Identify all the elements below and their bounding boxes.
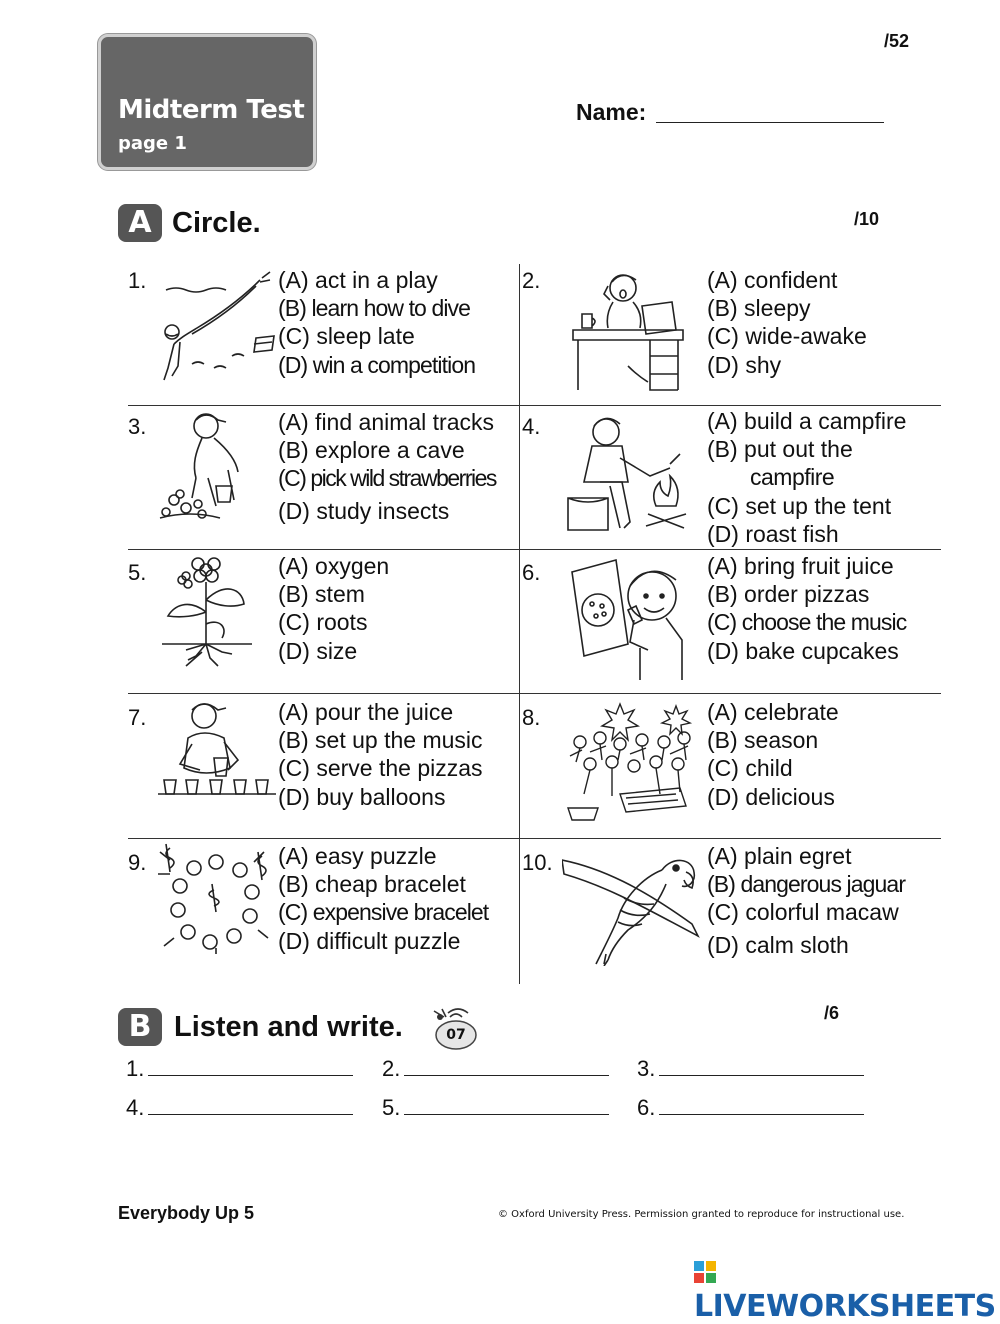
blank-number: 6. xyxy=(637,1095,656,1120)
option-c[interactable]: (C) pick wild strawberries xyxy=(278,465,496,492)
section-b-badge: B xyxy=(118,1008,162,1046)
option-a[interactable]: (A) oxygen xyxy=(278,553,390,579)
option-d[interactable]: (D) roast fish xyxy=(707,520,839,547)
row-divider xyxy=(128,693,941,694)
blank-number: 4. xyxy=(126,1095,145,1120)
option-c[interactable]: (C) wide-awake xyxy=(707,323,867,350)
campfire-scout-icon xyxy=(560,406,695,542)
question-5-options xyxy=(278,552,389,665)
name-field[interactable] xyxy=(656,122,884,123)
question-8-options xyxy=(707,698,839,811)
audio-track-button[interactable] xyxy=(430,1007,480,1051)
option-b[interactable]: (B) season xyxy=(707,727,819,754)
question-6-options xyxy=(707,552,906,665)
answer-blank-6[interactable] xyxy=(659,1096,864,1115)
option-d[interactable]: (D) study insects xyxy=(278,497,450,524)
option-a[interactable]: (A) plain egret xyxy=(707,843,852,869)
option-a[interactable]: (A) bring fruit juice xyxy=(707,553,894,579)
option-c[interactable]: (C) choose the music xyxy=(707,609,907,636)
answer-blank-row xyxy=(637,1095,864,1121)
question-7-options xyxy=(278,698,483,811)
section-a-title: Circle. xyxy=(172,207,261,239)
option-d[interactable]: (D) difficult puzzle xyxy=(278,927,461,954)
answer-blank-2[interactable] xyxy=(404,1057,609,1076)
liveworksheets-wordmark: LIVEWORKSHEETS xyxy=(694,1289,996,1324)
answer-blank-5[interactable] xyxy=(404,1096,609,1115)
answer-blank-3[interactable] xyxy=(659,1057,864,1076)
option-d[interactable]: (D) win a competition xyxy=(278,351,476,378)
column-divider xyxy=(519,264,520,984)
question-number: 4. xyxy=(522,414,541,439)
option-d[interactable]: (D) delicious xyxy=(707,783,835,810)
question-number: 9. xyxy=(128,850,147,875)
option-a[interactable]: (A) easy puzzle xyxy=(278,843,437,869)
question-number: 6. xyxy=(522,560,541,585)
test-page-label: page 1 xyxy=(118,133,187,154)
answer-blank-row xyxy=(126,1095,353,1121)
question-number: 5. xyxy=(128,560,147,585)
answer-blank-1[interactable] xyxy=(148,1057,353,1076)
option-b[interactable]: (B) dangerous jaguar xyxy=(707,871,906,898)
option-c[interactable]: (C) roots xyxy=(278,609,368,636)
row-divider xyxy=(128,549,941,550)
option-b[interactable]: (B) cheap bracelet xyxy=(278,871,466,898)
option-b[interactable]: (B) set up the music xyxy=(278,727,483,754)
question-2-options xyxy=(707,266,867,379)
option-b[interactable]: (B) stem xyxy=(278,581,365,608)
option-b[interactable]: (B) put out the xyxy=(707,436,853,463)
section-a-score: /10 xyxy=(854,209,880,229)
option-b[interactable]: (B) explore a cave xyxy=(278,437,465,464)
tired-student-icon xyxy=(568,266,693,394)
question-number: 2. xyxy=(522,268,541,293)
diver-icon xyxy=(152,268,277,386)
option-d[interactable]: (D) buy balloons xyxy=(278,783,446,810)
option-a[interactable]: (A) confident xyxy=(707,267,838,293)
question-1-options xyxy=(278,266,475,379)
option-a[interactable]: (A) find animal tracks xyxy=(278,409,495,435)
bracelet-icon xyxy=(156,842,276,962)
blank-number: 1. xyxy=(126,1056,145,1081)
party-crowd-icon xyxy=(560,698,700,826)
audio-track-number: 07 xyxy=(446,1027,466,1043)
name-label: Name: xyxy=(576,99,647,125)
option-b-continued[interactable]: campfire xyxy=(750,464,835,491)
answer-blank-4[interactable] xyxy=(148,1096,353,1115)
option-c[interactable]: (C) colorful macaw xyxy=(707,899,899,926)
pizza-phone-icon xyxy=(566,552,696,682)
option-c[interactable]: (C) expensive bracelet xyxy=(278,899,489,926)
blank-number: 5. xyxy=(382,1095,401,1120)
option-c[interactable]: (C) serve the pizzas xyxy=(278,755,483,782)
question-10-options xyxy=(707,842,905,959)
liveworksheets-logo-icon xyxy=(694,1256,716,1278)
option-a[interactable]: (A) act in a play xyxy=(278,267,438,293)
macaw-icon xyxy=(562,848,700,966)
section-a-badge: A xyxy=(118,204,162,242)
question-9-options xyxy=(278,842,488,955)
question-number: 8. xyxy=(522,705,541,730)
option-a[interactable]: (A) build a campfire xyxy=(707,408,907,434)
berry-picker-icon xyxy=(156,408,276,523)
copyright-notice: © Oxford University Press. Permission granted to reproduce for instructional use. xyxy=(498,1209,905,1220)
row-divider xyxy=(128,838,941,839)
question-number: 3. xyxy=(128,414,147,439)
option-d[interactable]: (D) calm sloth xyxy=(707,931,849,958)
section-b-title: Listen and write. xyxy=(174,1011,403,1043)
section-b-score: /6 xyxy=(824,1003,840,1023)
answer-blank-row xyxy=(382,1095,609,1121)
row-divider xyxy=(128,405,941,406)
answer-blank-row xyxy=(126,1056,353,1082)
option-d[interactable]: (D) bake cupcakes xyxy=(707,637,899,664)
blank-number: 3. xyxy=(637,1056,656,1081)
liveworksheets-logo[interactable] xyxy=(694,1254,1000,1324)
option-c[interactable]: (C) set up the tent xyxy=(707,492,892,519)
option-b[interactable]: (B) sleepy xyxy=(707,295,811,322)
option-c[interactable]: (C) sleep late xyxy=(278,323,415,350)
question-number: 7. xyxy=(128,705,147,730)
question-4-options xyxy=(707,407,906,548)
book-title: Everybody Up 5 xyxy=(118,1203,255,1223)
answer-blank-row xyxy=(637,1056,864,1082)
answer-blank-row xyxy=(382,1056,609,1082)
total-score: /52 xyxy=(884,31,910,51)
question-number: 1. xyxy=(128,268,147,293)
option-d[interactable]: (D) shy xyxy=(707,351,782,378)
plant-icon xyxy=(162,552,257,672)
option-b[interactable]: (B) order pizzas xyxy=(707,581,870,608)
question-number: 10. xyxy=(522,850,553,875)
option-c[interactable]: (C) child xyxy=(707,755,793,782)
juice-pour-icon xyxy=(156,698,278,810)
option-d[interactable]: (D) size xyxy=(278,637,358,664)
blank-number: 2. xyxy=(382,1056,401,1081)
test-title: Midterm Test xyxy=(118,95,305,125)
question-3-options xyxy=(278,408,496,525)
option-a[interactable]: (A) celebrate xyxy=(707,699,839,725)
option-a[interactable]: (A) pour the juice xyxy=(278,699,454,725)
option-b[interactable]: (B) learn how to dive xyxy=(278,295,471,322)
